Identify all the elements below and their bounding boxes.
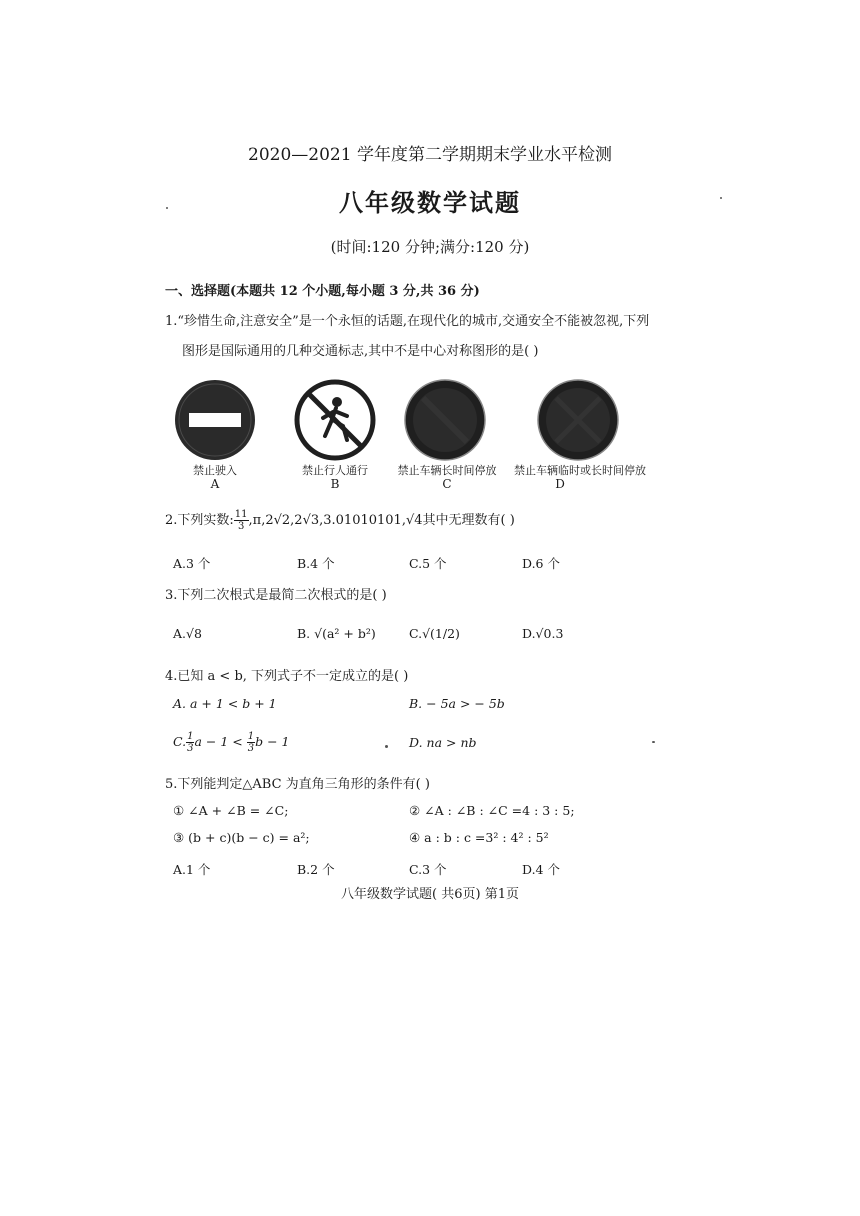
scan-speck — [166, 207, 168, 209]
question-2-option-a: A.3 个 — [173, 556, 211, 571]
question-2-option-b: B.4 个 — [297, 556, 335, 571]
scan-speck — [385, 745, 388, 748]
question-3-option-b: B. √(a² + b²) — [297, 626, 376, 641]
question-4-option-a: A. a + 1 < b + 1 — [173, 696, 277, 711]
question-5-option-d: D.4 个 — [522, 862, 560, 877]
exam-title: 八年级数学试题 — [339, 188, 521, 217]
no-pedestrians-sign-icon — [293, 378, 377, 462]
sign-caption-a: 禁止驶入 — [193, 464, 237, 477]
question-4-option-c — [173, 731, 289, 754]
no-entry-sign-icon — [173, 378, 257, 462]
option-c-prefix: C. — [173, 734, 187, 749]
sign-caption-b: 禁止行人通行 — [302, 464, 368, 477]
question-3-option-a: A.√8 — [173, 626, 202, 641]
fraction-numerator: 11 — [234, 509, 248, 520]
question-2-prefix: 2.下列实数: — [165, 513, 234, 528]
sign-letter-c: C — [442, 477, 452, 491]
question-2-option-d: D.6 个 — [522, 556, 560, 571]
question-5-option-c: C.3 个 — [409, 862, 447, 877]
sign-caption-d: 禁止车辆临时或长时间停放 — [514, 464, 646, 477]
question-5-option-a: A.1 个 — [173, 862, 211, 877]
scan-speck — [652, 741, 655, 743]
question-3-option-c: C.√(1/2) — [409, 626, 460, 641]
sign-caption-c: 禁止车辆长时间停放 — [397, 464, 497, 477]
question-4-option-b: B. − 5a > − 5b — [409, 696, 505, 711]
fraction-denominator: 3 — [187, 743, 194, 754]
fraction-numerator: 1 — [187, 731, 194, 742]
question-5-condition-3: ③ (b + c)(b − c) = a²; — [173, 830, 310, 845]
question-2-option-c: C.5 个 — [409, 556, 447, 571]
sign-letter-b: B — [330, 477, 340, 491]
question-2-stem — [165, 509, 515, 532]
question-3-option-d: D.√0.3 — [522, 626, 564, 641]
no-long-parking-sign-icon — [403, 378, 487, 462]
question-5-stem: 5.下列能判定△ABC 为直角三角形的条件有( ) — [165, 777, 430, 792]
sign-letter-d: D — [555, 477, 565, 491]
fraction-numerator: 1 — [247, 731, 255, 742]
fraction-denominator: 3 — [237, 521, 245, 532]
question-4-stem: 4.已知 a < b, 下列式子不一定成立的是( ) — [165, 669, 409, 684]
exam-subtitle: (时间:120 分钟;满分:120 分) — [330, 238, 530, 256]
page-footer: 八年级数学试题( 共6页) 第1页 — [341, 887, 519, 902]
exam-header-line: 2020—2021 学年度第二学期期末学业水平检测 — [248, 145, 612, 165]
option-c-part1: a − 1 < — [194, 734, 243, 749]
question-3-stem: 3.下列二次根式是最简二次根式的是( ) — [165, 588, 387, 603]
question-5-option-b: B.2 个 — [297, 862, 335, 877]
question-1-line1: 1.“珍惜生命,注意安全”是一个永恒的话题,在现代化的城市,交通安全不能被忽视,下列 — [165, 314, 650, 329]
sign-letter-a: A — [210, 477, 220, 491]
question-5-condition-2: ② ∠A : ∠B : ∠C =4 : 3 : 5; — [409, 803, 575, 818]
fraction-11-3 — [234, 509, 249, 532]
fraction-1-3 — [247, 731, 255, 754]
scan-speck — [720, 197, 722, 199]
question-2-rest: ,π,2√2,2√3,3.01010101,√4其中无理数有( ) — [248, 513, 515, 528]
question-5-condition-4: ④ a : b : c =3² : 4² : 5² — [409, 830, 549, 845]
section-heading: 一、选择题(本题共 12 个小题,每小题 3 分,共 36 分) — [165, 284, 480, 299]
no-parking-sign-icon — [536, 378, 620, 462]
question-4-option-d: D. na > nb — [409, 735, 477, 750]
question-5-condition-1: ① ∠A + ∠B = ∠C; — [173, 803, 289, 818]
option-c-part2: b − 1 — [255, 734, 290, 749]
fraction-denominator: 3 — [247, 743, 255, 754]
question-1-line2: 图形是国际通用的几种交通标志,其中不是中心对称图形的是( ) — [182, 344, 539, 359]
